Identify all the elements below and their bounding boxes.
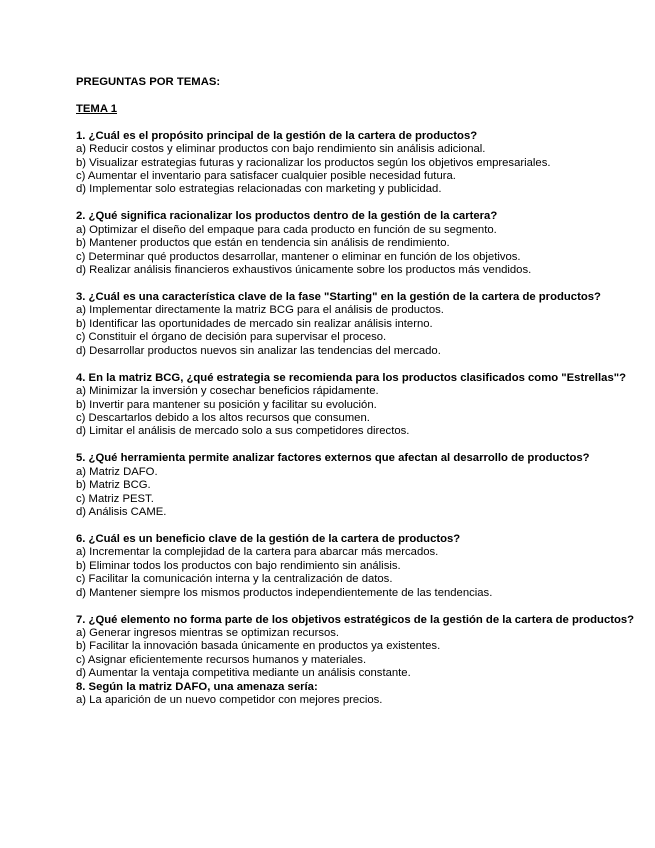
page-heading: PREGUNTAS POR TEMAS:: [76, 76, 221, 88]
answer-option: b) Invertir para mantener su posición y facilitar su evolución.: [76, 398, 377, 411]
question-text: 4. En la matriz BCG, ¿qué estrategia se recomienda para los productos clasificados como "Estrellas"?: [76, 371, 627, 384]
answer-option: c) Matriz PEST.: [76, 492, 154, 505]
question-5: [76, 452, 636, 519]
question-1: [76, 130, 636, 197]
answer-option: c) Asignar eficientemente recursos humanos y materiales.: [76, 653, 367, 666]
answer-option: b) Mantener productos que están en tendencia sin análisis de rendimiento.: [76, 237, 450, 250]
question-7: [76, 614, 636, 681]
answer-option: b) Eliminar todos los productos con bajo rendimiento sin análisis.: [76, 559, 401, 572]
question-8: [76, 681, 636, 708]
question-3: [76, 291, 636, 358]
answer-option: d) Implementar solo estrategias relacionadas con marketing y publicidad.: [76, 183, 442, 196]
question-text: 6. ¿Cuál es un beneficio clave de la gestión de la cartera de productos?: [76, 532, 461, 545]
answer-option: a) Reducir costos y eliminar productos con bajo rendimiento sin análisis adicional.: [76, 143, 486, 156]
question-text: 8. Según la matriz DAFO, una amenaza sería:: [76, 680, 318, 693]
answer-option: b) Facilitar la innovación basada únicamente en productos ya existentes.: [76, 640, 441, 653]
answer-option: a) La aparición de un nuevo competidor con mejores precios.: [76, 694, 383, 706]
answer-option: b) Identificar las oportunidades de mercado sin realizar análisis interno.: [76, 317, 433, 330]
question-text: 3. ¿Cuál es una característica clave de la fase "Starting" en la gestión de la cartera de productos?: [76, 291, 601, 304]
question-text: 5. ¿Qué herramienta permite analizar factores externos que afectan al desarrollo de productos?: [76, 452, 590, 465]
answer-option: a) Matriz DAFO.: [76, 465, 158, 478]
question-4: [76, 372, 636, 439]
answer-option: c) Determinar qué productos desarrollar, mantener o eliminar en función de los objetivos.: [76, 250, 521, 263]
answer-option: a) Optimizar el diseño del empaque para cada producto en función de su segmento.: [76, 223, 497, 236]
answer-option: a) Generar ingresos mientras se optimizan recursos.: [76, 626, 340, 639]
answer-option: c) Constituir el órgano de decisión para supervisar el proceso.: [76, 331, 387, 344]
question-text: 7. ¿Qué elemento no forma parte de los objetivos estratégicos de la gestión de la cartera de productos?: [76, 613, 635, 626]
question-6: [76, 533, 636, 600]
answer-option: c) Facilitar la comunicación interna y la centralización de datos.: [76, 573, 393, 586]
answer-option: d) Análisis CAME.: [76, 505, 167, 518]
question-2: [76, 210, 636, 277]
document-page: [76, 76, 636, 707]
section-title: TEMA 1: [76, 103, 118, 116]
answer-option: c) Descartarlos debido a los altos recursos que consumen.: [76, 411, 370, 424]
answer-option: c) Aumentar el inventario para satisfacer cualquier posible necesidad futura.: [76, 170, 456, 183]
question-text: 1. ¿Cuál es el propósito principal de la gestión de la cartera de productos?: [76, 129, 478, 142]
answer-option: a) Implementar directamente la matriz BCG para el análisis de productos.: [76, 304, 444, 317]
answer-option: d) Desarrollar productos nuevos sin analizar las tendencias del mercado.: [76, 344, 441, 357]
answer-option: d) Mantener siempre los mismos productos independientemente de las tendencias.: [76, 586, 493, 599]
answer-option: d) Limitar el análisis de mercado solo a sus competidores directos.: [76, 425, 410, 438]
answer-option: b) Visualizar estrategias futuras y racionalizar los productos según los objetivos empresariales.: [76, 156, 551, 169]
answer-option: a) Minimizar la inversión y cosechar beneficios rápidamente.: [76, 385, 379, 398]
answer-option: d) Realizar análisis financieros exhaustivos únicamente sobre los productos más vendidos.: [76, 264, 532, 277]
question-text: 2. ¿Qué significa racionalizar los productos dentro de la gestión de la cartera?: [76, 210, 498, 223]
answer-option: d) Aumentar la ventaja competitiva mediante un análisis constante.: [76, 667, 411, 680]
answer-option: b) Matriz BCG.: [76, 479, 151, 492]
answer-option: a) Incrementar la complejidad de la cartera para abarcar más mercados.: [76, 546, 439, 559]
